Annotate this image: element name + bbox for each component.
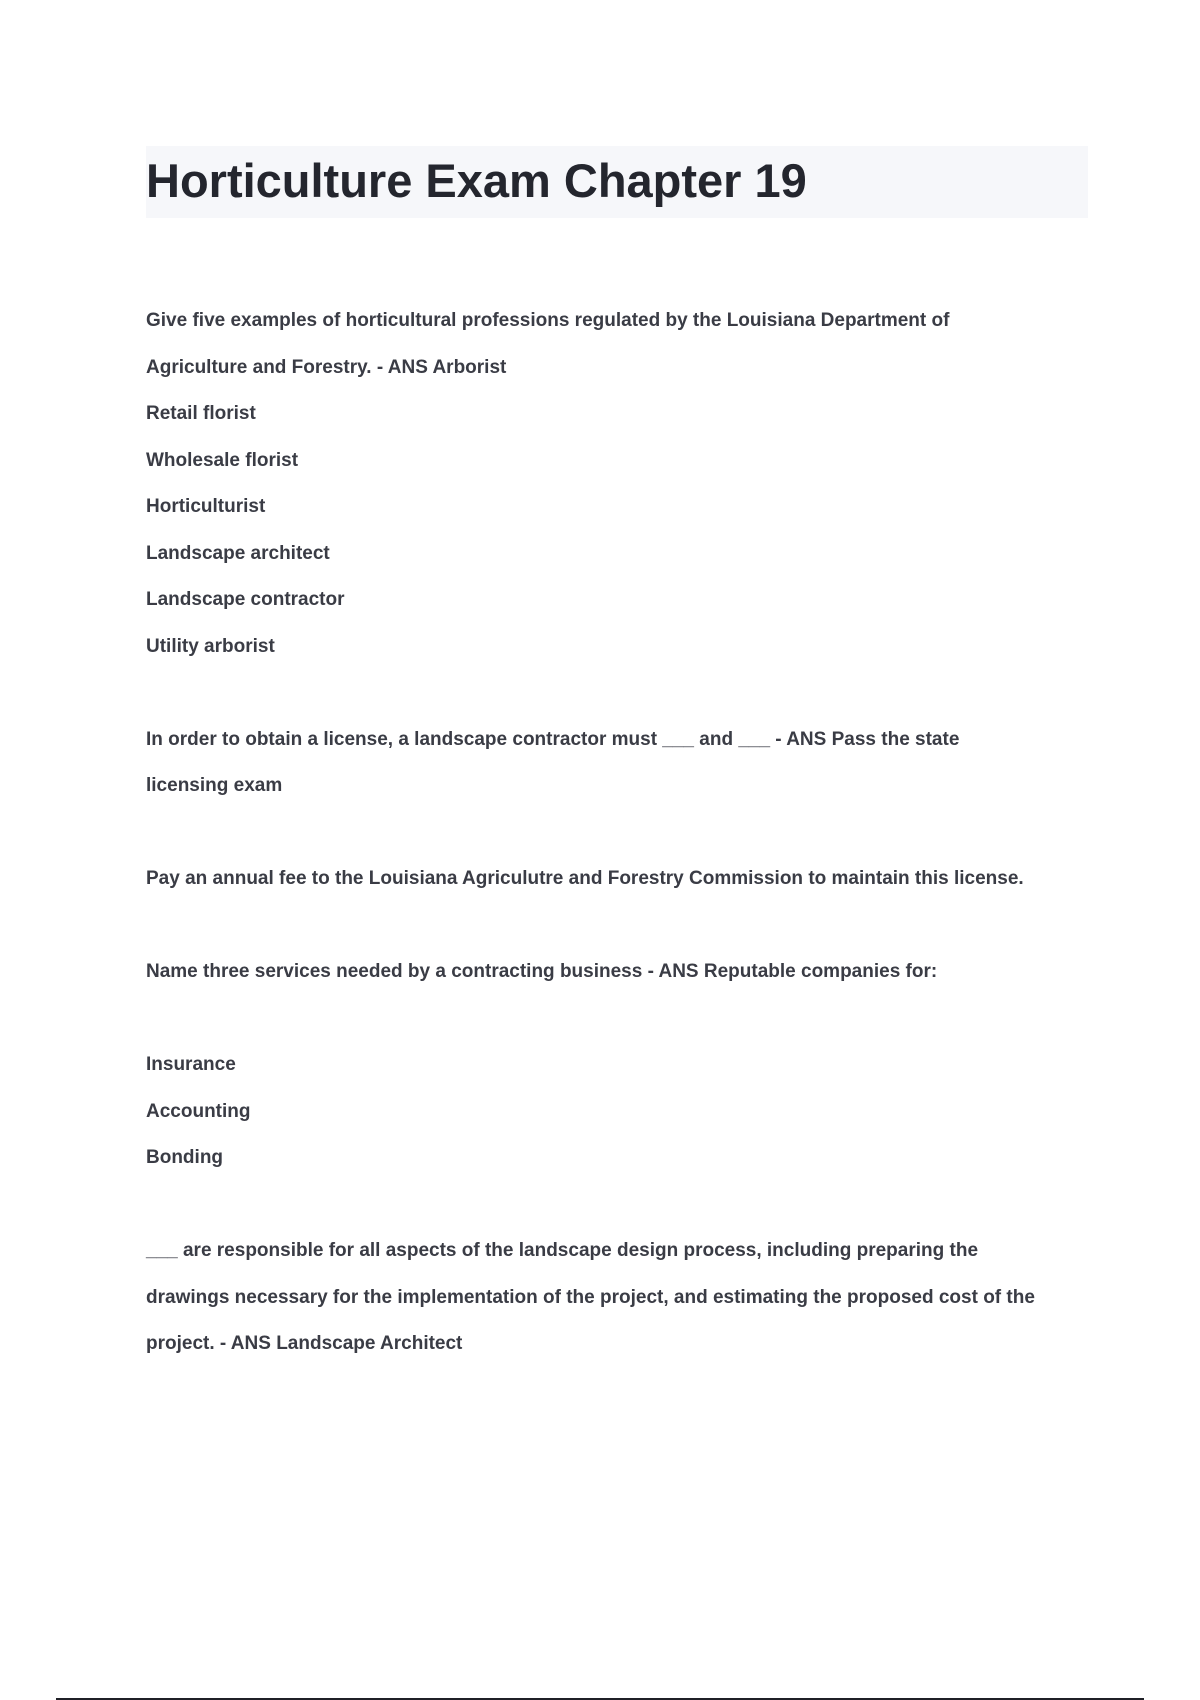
text-line: project. - ANS Landscape Architect [146,1333,463,1354]
title-banner [146,146,1088,218]
text-line: Retail florist [146,403,256,424]
text-line: Insurance [146,1054,236,1075]
text-line: Horticulturist [146,496,266,517]
text-line: licensing exam [146,775,283,796]
text-line: Name three services needed by a contracting business - ANS Reputable companies for: [146,961,938,982]
document-body [146,298,1096,1368]
text-line: ___ are responsible for all aspects of the landscape design process, including preparing the [146,1240,979,1261]
text-line: Accounting [146,1100,251,1122]
text-line: Utility arborist [146,635,275,657]
blank-line [146,903,1096,950]
text-line: Landscape architect [146,542,330,564]
text-line: drawings necessary for the implementation of the project, and estimating the proposed cost of the [146,1286,1035,1308]
text-line: Wholesale florist [146,449,299,471]
blank-line [146,996,1096,1043]
blank-line [146,1182,1096,1229]
text-line: In order to obtain a license, a landscape contractor must ___ and ___ - ANS Pass the state [146,728,960,750]
text-line: Agriculture and Forestry. - ANS Arborist [146,356,507,378]
page-title: Horticulture Exam Chapter 19 [146,154,807,207]
text-line: Bonding [146,1147,224,1168]
blank-line [146,810,1096,857]
text-line: Pay an annual fee to the Louisiana Agriculutre and Forestry Commission to maintain this license. [146,868,1024,889]
text-line: Give five examples of horticultural professions regulated by the Louisiana Department of [146,310,950,331]
text-line: Landscape contractor [146,589,345,610]
blank-line [146,670,1096,717]
